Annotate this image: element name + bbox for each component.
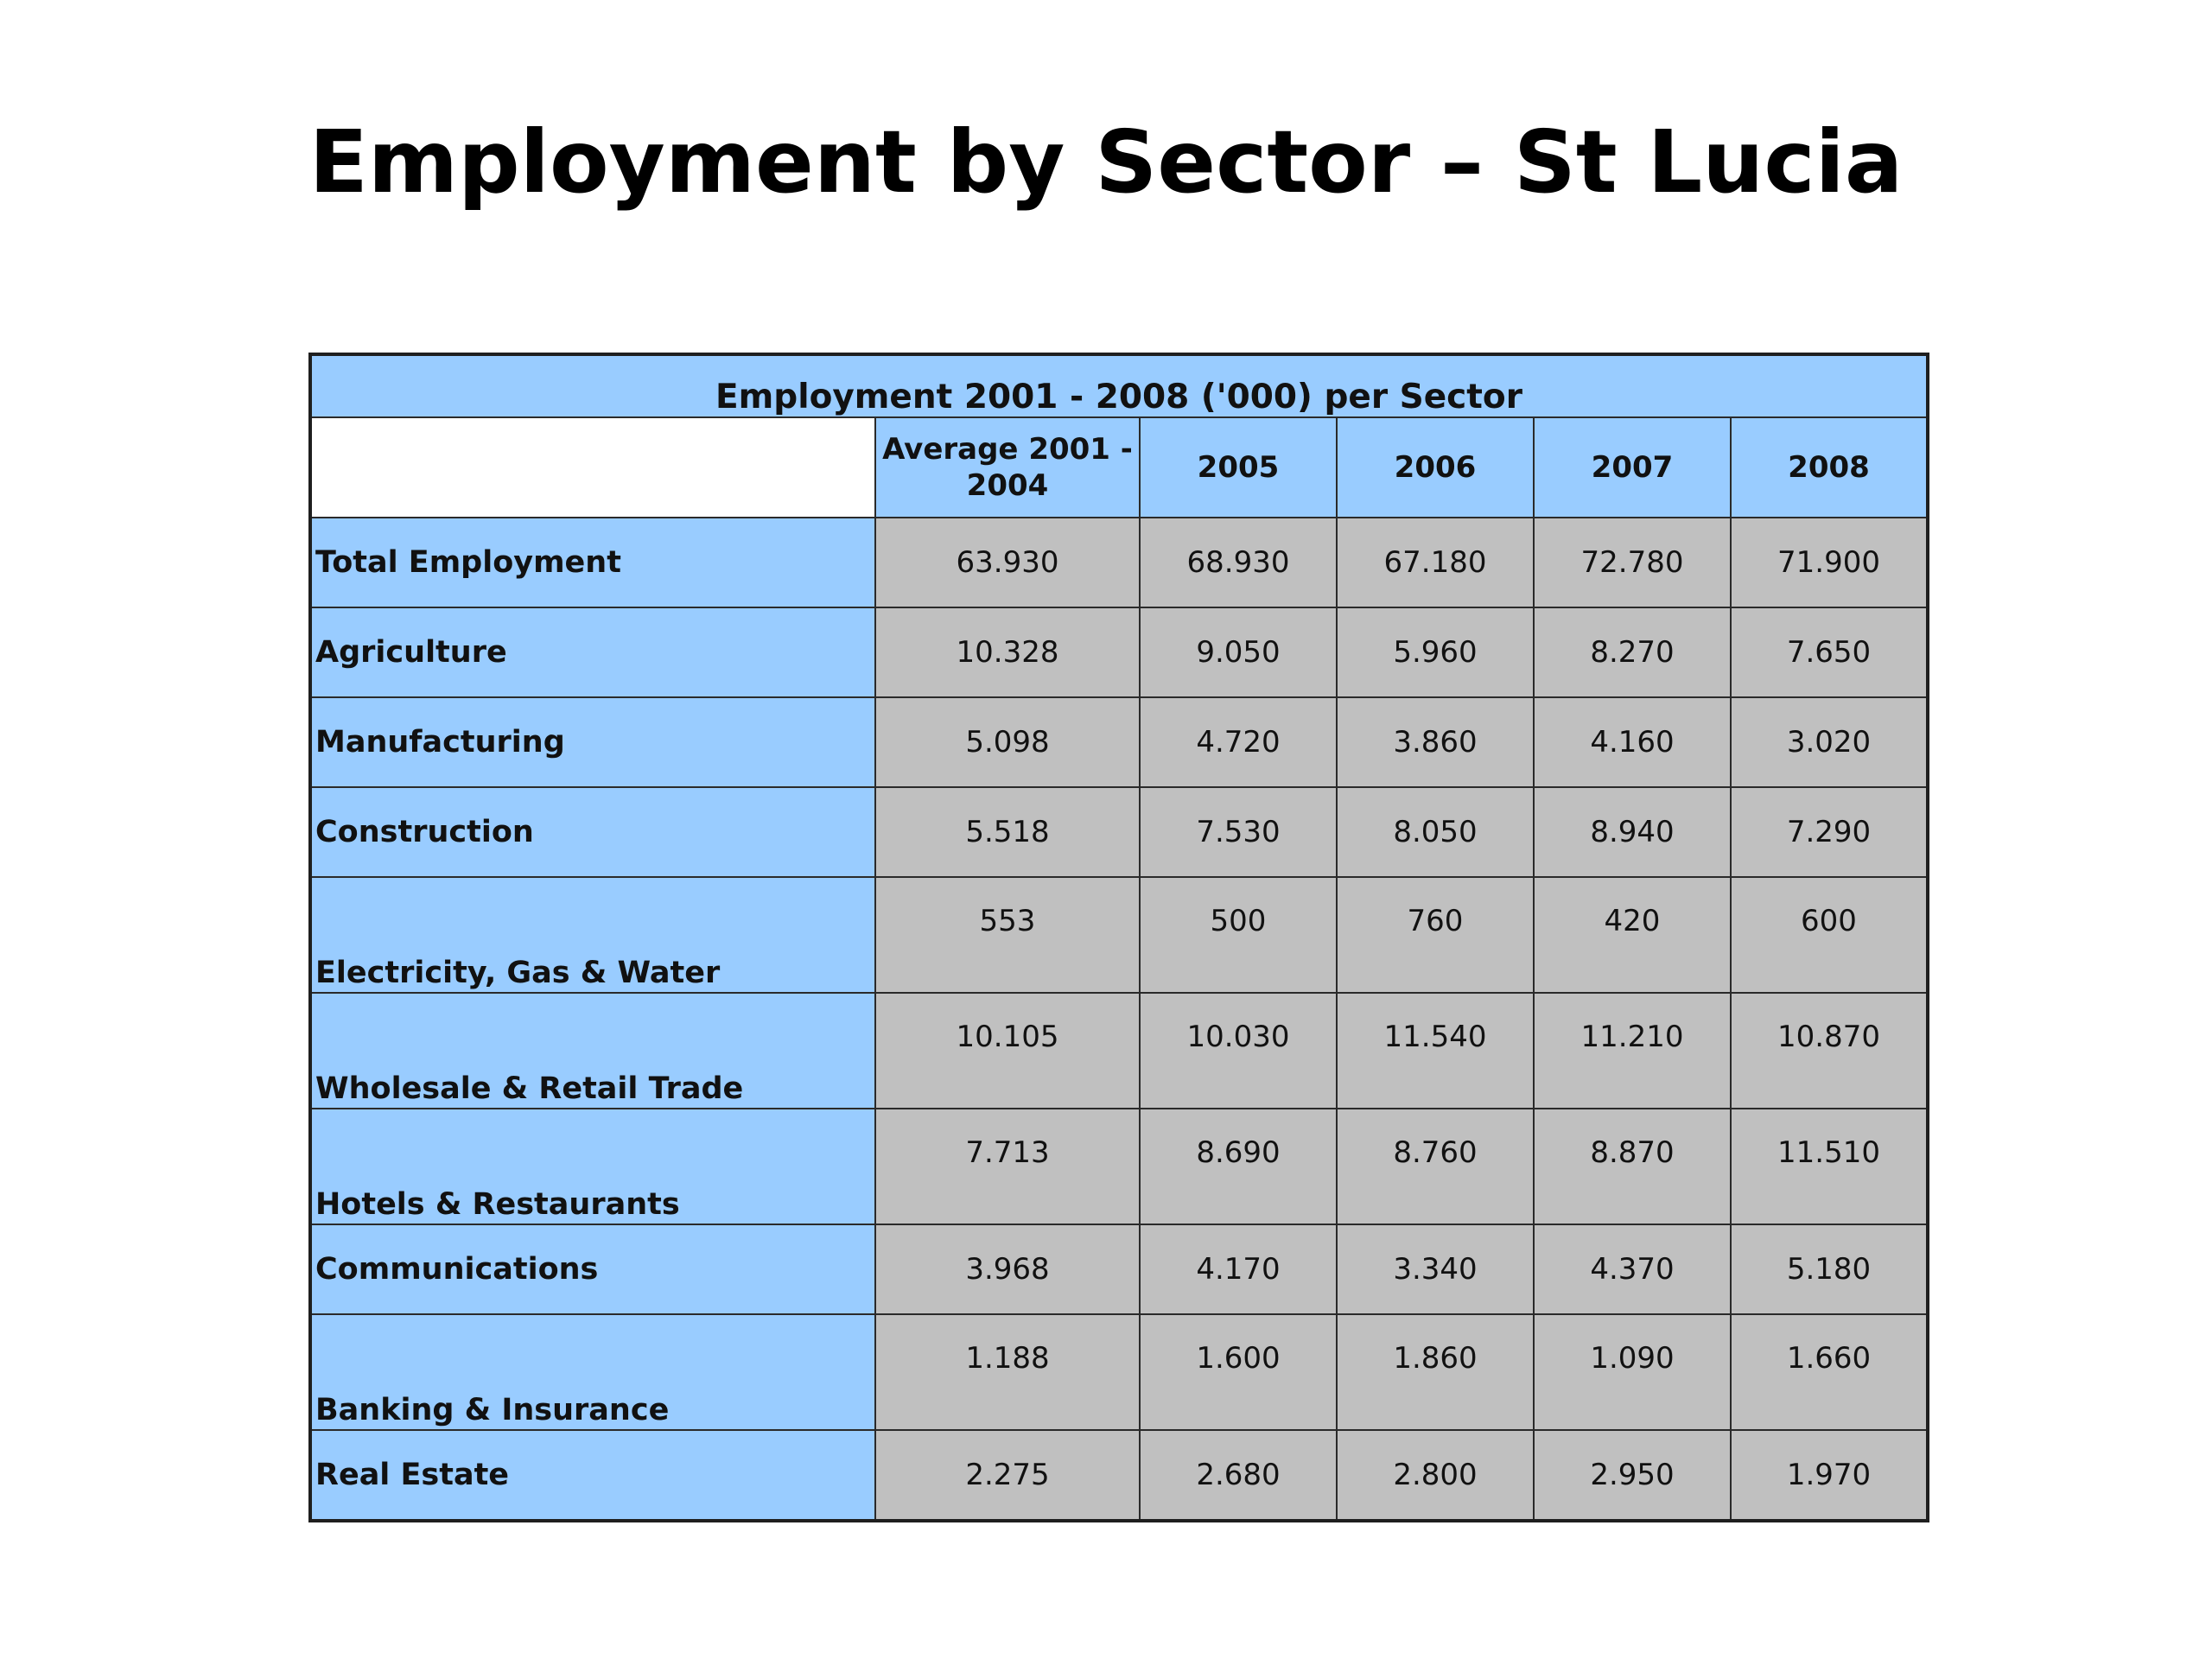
table-row <box>310 1109 1928 1224</box>
table-cell: 4.720 <box>1140 697 1337 787</box>
table-cell: 1.188 <box>875 1314 1140 1430</box>
table-cell: 4.370 <box>1534 1224 1731 1314</box>
table-cell: 10.030 <box>1140 993 1337 1109</box>
column-header: 2007 <box>1534 417 1731 518</box>
table-cell: 553 <box>875 877 1140 993</box>
table-cell: 1.090 <box>1534 1314 1731 1430</box>
table-row <box>310 1430 1928 1521</box>
table-cell: 7.530 <box>1140 787 1337 877</box>
table-cell: 2.950 <box>1534 1430 1731 1521</box>
table-caption-row <box>310 354 1928 417</box>
table-cell: 8.270 <box>1534 607 1731 697</box>
employment-table <box>308 353 1929 1522</box>
table-cell: 2.275 <box>875 1430 1140 1521</box>
table-cell: 5.180 <box>1731 1224 1928 1314</box>
table-cell: 7.650 <box>1731 607 1928 697</box>
column-header: Average 2001 - 2004 <box>875 417 1140 518</box>
table-header-row <box>310 417 1928 518</box>
row-label: Hotels & Restaurants <box>310 1109 875 1224</box>
table-cell: 600 <box>1731 877 1928 993</box>
table-row <box>310 1224 1928 1314</box>
header-blank-cell <box>310 417 875 518</box>
table-cell: 2.800 <box>1337 1430 1534 1521</box>
row-label: Wholesale & Retail Trade <box>310 993 875 1109</box>
table-row <box>310 518 1928 607</box>
table-cell: 10.870 <box>1731 993 1928 1109</box>
table-cell: 3.340 <box>1337 1224 1534 1314</box>
table-cell: 5.960 <box>1337 607 1534 697</box>
table-cell: 10.105 <box>875 993 1140 1109</box>
table-cell: 8.050 <box>1337 787 1534 877</box>
table-row <box>310 607 1928 697</box>
table-cell: 1.660 <box>1731 1314 1928 1430</box>
table-cell: 8.870 <box>1534 1109 1731 1224</box>
column-header: 2008 <box>1731 417 1928 518</box>
table-cell: 8.690 <box>1140 1109 1337 1224</box>
table-cell: 8.940 <box>1534 787 1731 877</box>
table-cell: 3.860 <box>1337 697 1534 787</box>
table-cell: 2.680 <box>1140 1430 1337 1521</box>
table-cell: 4.170 <box>1140 1224 1337 1314</box>
table-row <box>310 993 1928 1109</box>
table-cell: 63.930 <box>875 518 1140 607</box>
table-row <box>310 1314 1928 1430</box>
table-cell: 9.050 <box>1140 607 1337 697</box>
table-cell: 68.930 <box>1140 518 1337 607</box>
row-label: Real Estate <box>310 1430 875 1521</box>
row-label: Construction <box>310 787 875 877</box>
row-label: Banking & Insurance <box>310 1314 875 1430</box>
table-cell: 4.160 <box>1534 697 1731 787</box>
table-cell: 500 <box>1140 877 1337 993</box>
table-cell: 760 <box>1337 877 1534 993</box>
row-label: Communications <box>310 1224 875 1314</box>
row-label: Manufacturing <box>310 697 875 787</box>
table-cell: 71.900 <box>1731 518 1928 607</box>
table-cell: 10.328 <box>875 607 1140 697</box>
column-header: 2006 <box>1337 417 1534 518</box>
table-cell: 3.968 <box>875 1224 1140 1314</box>
table-cell: 1.970 <box>1731 1430 1928 1521</box>
row-label: Agriculture <box>310 607 875 697</box>
table-cell: 420 <box>1534 877 1731 993</box>
slide-title: Employment by Sector – St Lucia <box>308 111 1904 213</box>
table-cell: 1.600 <box>1140 1314 1337 1430</box>
table-cell: 5.098 <box>875 697 1140 787</box>
table-cell: 7.290 <box>1731 787 1928 877</box>
table-cell: 67.180 <box>1337 518 1534 607</box>
table-caption: Employment 2001 - 2008 ('000) per Sector <box>310 354 1928 417</box>
row-label: Total Employment <box>310 518 875 607</box>
table-row <box>310 787 1928 877</box>
column-header: 2005 <box>1140 417 1337 518</box>
table-row <box>310 877 1928 993</box>
table-cell: 3.020 <box>1731 697 1928 787</box>
table-cell: 11.540 <box>1337 993 1534 1109</box>
table-cell: 8.760 <box>1337 1109 1534 1224</box>
row-label: Electricity, Gas & Water <box>310 877 875 993</box>
table-cell: 1.860 <box>1337 1314 1534 1430</box>
table-cell: 11.210 <box>1534 993 1731 1109</box>
table-cell: 72.780 <box>1534 518 1731 607</box>
table-cell: 5.518 <box>875 787 1140 877</box>
table-row <box>310 697 1928 787</box>
table-cell: 7.713 <box>875 1109 1140 1224</box>
table-cell: 11.510 <box>1731 1109 1928 1224</box>
